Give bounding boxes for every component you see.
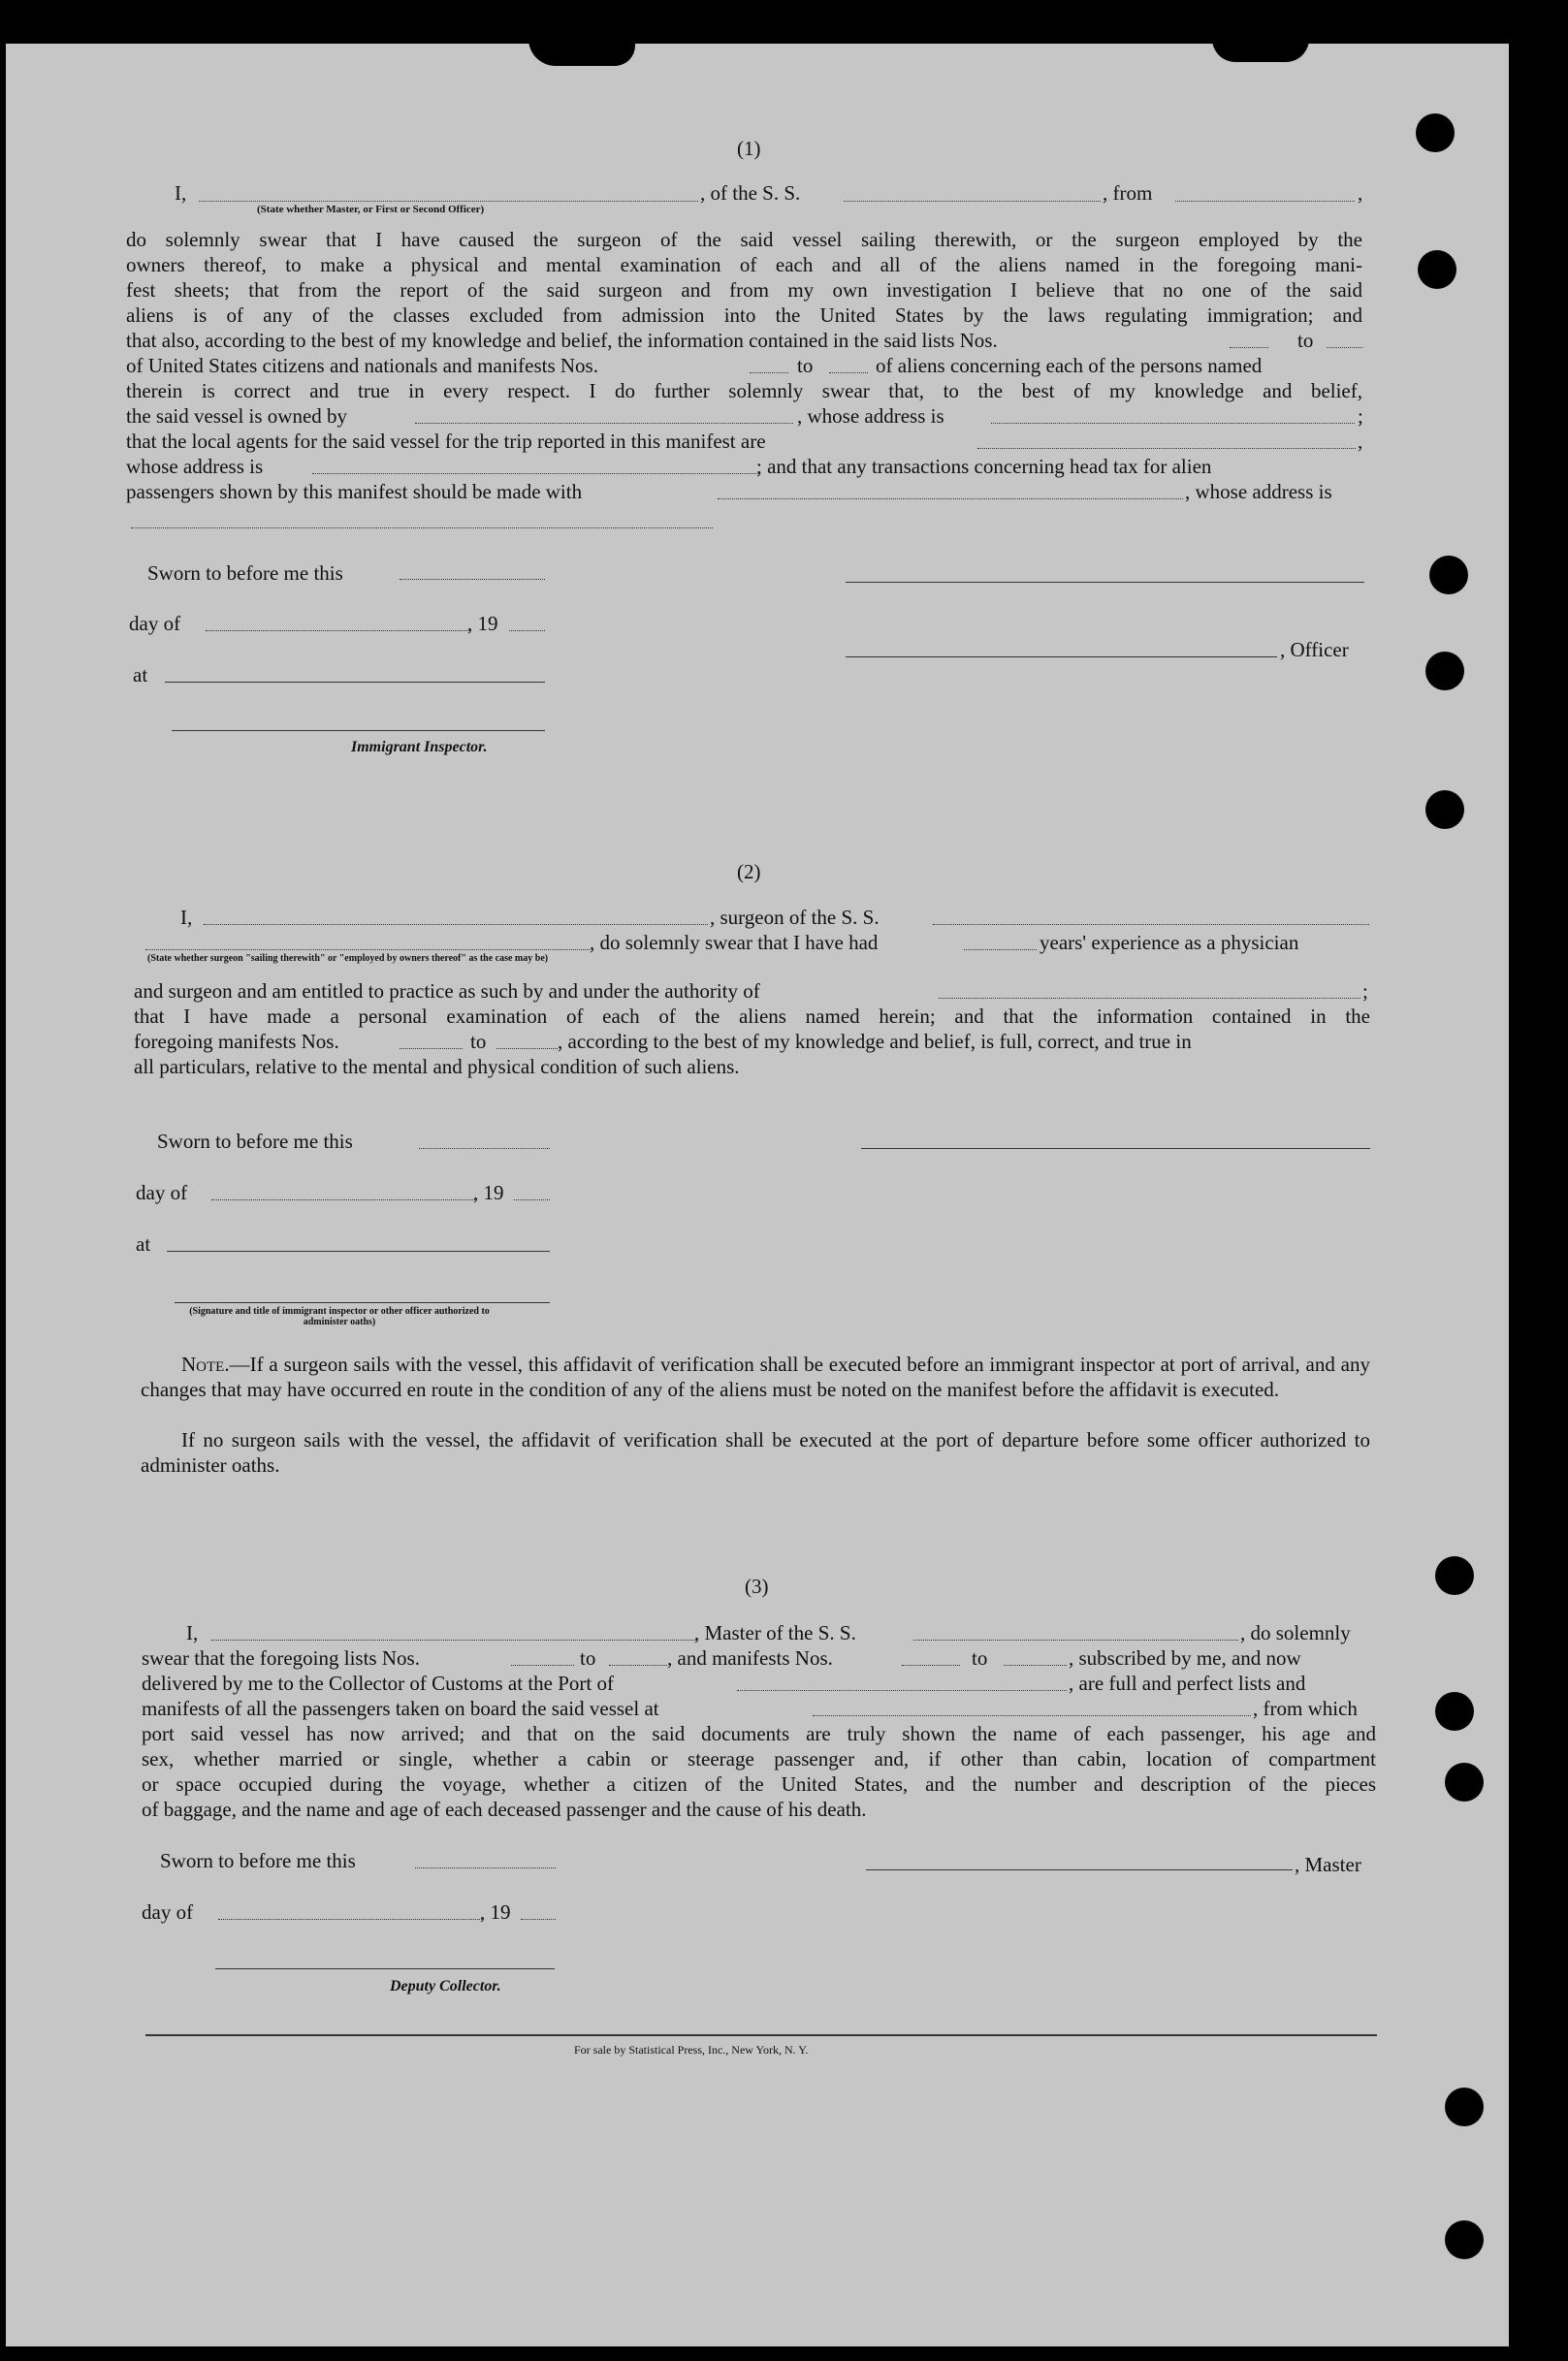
s3-deputy-collector-label: Deputy Collector. [390, 1978, 501, 1994]
s3-master-signature-line[interactable] [866, 1869, 1293, 1870]
s3-line4a: manifests of all the passengers taken on board the said vessel at [142, 1697, 659, 1720]
s1-sworn-day-field[interactable] [400, 579, 545, 580]
punch-hole [1445, 2088, 1484, 2126]
s3-lists-to-field[interactable] [609, 1665, 667, 1666]
s2-inspector-signature-line[interactable] [175, 1302, 550, 1303]
s2-i-label: I, [180, 906, 193, 929]
punch-hole [1445, 2220, 1484, 2259]
s3-line2c: , and manifests Nos. [667, 1646, 833, 1670]
punch-hole [1416, 113, 1455, 152]
s1-immigrant-inspector-label: Immigrant Inspector. [351, 739, 488, 755]
s2-vessel-name-field[interactable] [933, 924, 1369, 925]
s3-lists-from-field[interactable] [511, 1665, 574, 1666]
s1-year-label: , 19 [467, 612, 498, 635]
punch-hole [1425, 652, 1464, 690]
s3-line3a: delivered by me to the Collector of Customs at the Port of [142, 1672, 614, 1695]
s2-to-label: to [470, 1030, 487, 1053]
s1-year-field[interactable] [509, 630, 545, 631]
s3-body-line: or space occupied during the voyage, whether a citizen of the United States, and the number and description of the pieces [142, 1772, 1376, 1796]
s1-body-line: whose address is [126, 455, 264, 478]
s1-body-line: that also, according to the best of my knowledge and belief, the information contained in the said lists Nos. [126, 329, 998, 352]
s1-day-month-field[interactable] [206, 630, 469, 631]
s1-body-line: fest sheets; that from the report of the said surgeon and from my own investigation I believe that no one of the said [126, 278, 1362, 302]
s2-manifests-to-field[interactable] [496, 1048, 558, 1049]
s3-body-last-line: of baggage, and the name and age of each deceased passenger and the cause of his death. [142, 1798, 867, 1821]
punch-hole [1435, 1692, 1474, 1731]
s2-surgeon-name-field[interactable] [204, 924, 708, 925]
s3-boarding-port-field[interactable] [813, 1715, 1251, 1716]
punch-hole [1425, 790, 1464, 829]
s1-owner-address-field[interactable] [991, 423, 1355, 424]
s2-day-of-label: day of [136, 1181, 188, 1204]
s1-officer-label: , Officer [1280, 638, 1349, 661]
s2-semicolon: ; [1362, 979, 1368, 1003]
s1-sworn-label: Sworn to before me this [147, 561, 343, 585]
s1-body-line: passengers shown by this manifest should be made with [126, 480, 583, 503]
s1-manifests-from-field[interactable] [750, 372, 788, 373]
section-2-number: (2) [737, 860, 761, 883]
s1-body-line: owners thereof, to make a physical and mental examination of each and all of the aliens named in the foregoing mani- [126, 253, 1362, 276]
s2-sworn-label: Sworn to before me this [157, 1130, 353, 1153]
s3-year-field[interactable] [521, 1919, 556, 1920]
s1-semicolon: ; [1358, 404, 1363, 428]
s2-day-month-field[interactable] [211, 1199, 475, 1200]
s2-at-label: at [136, 1232, 151, 1256]
s1-at-label: at [133, 663, 148, 686]
s3-body-line: sex, whether married or single, whether a cabin or steerage passenger and, if other than cabin, location of compartment [142, 1747, 1376, 1771]
s2-body-line: and surgeon and am entitled to practice as such by and under the authority of [134, 979, 760, 1003]
s3-manifests-from-field[interactable] [902, 1665, 960, 1666]
s1-body-line: aliens is of any of the classes excluded from admission into the United States by the laws regulating immigration; and [126, 303, 1362, 327]
s1-agents-field[interactable] [977, 448, 1356, 449]
s2-at-field[interactable] [167, 1251, 550, 1252]
s1-note-state-officer: (State whether Master, or First or Second Officer) [257, 204, 485, 215]
s1-of-aliens-label: of aliens concerning each of the persons named [876, 354, 1263, 377]
s1-head-tax-address-field[interactable] [131, 527, 713, 528]
s3-line3b: , are full and perfect lists and [1069, 1672, 1306, 1695]
s1-lists-to-field[interactable] [1327, 347, 1362, 348]
s1-body-line: that the local agents for the said vessel for the trip reported in this manifest are [126, 430, 766, 453]
s1-day-of-label: day of [129, 612, 181, 635]
s2-note-paragraph [141, 1352, 1370, 1402]
s1-comma: , [1358, 181, 1363, 205]
s2-surgeon-of-ss-label: , surgeon of the S. S. [710, 906, 880, 929]
s1-body-line: the said vessel is owned by [126, 404, 348, 428]
s3-line2e: , subscribed by me, and now [1069, 1646, 1301, 1670]
s2-year-label: , 19 [473, 1181, 504, 1204]
s3-sworn-day-field[interactable] [415, 1867, 556, 1868]
s3-to-label: to [972, 1646, 988, 1670]
s2-surgeon-status-field[interactable] [145, 949, 590, 950]
s3-vessel-name-field[interactable] [913, 1640, 1238, 1641]
s2-note-state-surgeon: (State whether surgeon "sailing therewith" or "employed by owners thereof" as the case may be) [147, 953, 549, 964]
s1-whose-address-label: , whose address is [797, 404, 944, 428]
s3-i-label: I, [186, 1621, 199, 1644]
punch-hole [1435, 1556, 1474, 1595]
s3-port-field[interactable] [737, 1690, 1067, 1691]
s3-master-of-ss-label: , Master of the S. S. [694, 1621, 856, 1644]
s1-body-line: therein is correct and true in every respect. I do further solemnly swear that, to the best of my knowledge and belief, [126, 379, 1362, 402]
s2-manifests-from-field[interactable] [400, 1048, 463, 1049]
s2-note-label: Note. [181, 1353, 230, 1376]
s1-body-line: of United States citizens and nationals and manifests Nos. [126, 354, 598, 377]
s1-vessel-name-field[interactable] [844, 201, 1101, 202]
punch-hole [1429, 556, 1468, 594]
s2-year-field[interactable] [514, 1199, 550, 1200]
section-1-number: (1) [737, 137, 761, 160]
s1-officer-line[interactable] [846, 656, 1277, 657]
s1-comma: , [1358, 430, 1363, 453]
s1-head-tax-label: ; and that any transactions concerning head tax for alien [756, 455, 1212, 478]
s1-at-field[interactable] [165, 682, 545, 683]
s2-body-line: , according to the best of my knowledge and belief, is full, correct, and true in [558, 1030, 1192, 1053]
s1-of-ss-label: , of the S. S. [700, 181, 801, 205]
s1-i-label: I, [175, 181, 187, 205]
s1-lists-from-field[interactable] [1230, 347, 1268, 348]
footer-printer: For sale by Statistical Press, Inc., New York, N. Y. [574, 2043, 809, 2057]
s1-whose-address-label: , whose address is [1185, 480, 1332, 503]
punch-hole [1445, 1763, 1484, 1802]
s1-head-tax-party-field[interactable] [718, 498, 1183, 499]
s2-note-text: —If a surgeon sails with the vessel, this affidavit of verification shall be executed before an immigrant inspector at port of arrival, and any changes that may have occurred en route in the condition of any of the aliens must be noted on the manifest before the affidavit is executed. [141, 1353, 1370, 1401]
s3-day-month-field[interactable] [218, 1919, 482, 1920]
section-3-number: (3) [745, 1575, 769, 1598]
s2-do-swear-label: , do solemnly swear that I have had [590, 931, 879, 954]
torn-edge-right [1212, 39, 1309, 62]
s2-body-line: foregoing manifests Nos. [134, 1030, 339, 1053]
s1-agents-address-field[interactable] [312, 473, 758, 474]
footer-rule [145, 2034, 1377, 2036]
s3-master-name-field[interactable] [211, 1640, 696, 1641]
s1-from-label: , from [1103, 181, 1153, 205]
s1-to-label: to [797, 354, 814, 377]
s2-years-field[interactable] [964, 949, 1037, 950]
s2-surgeon-signature-line[interactable] [861, 1148, 1370, 1149]
s3-line2a: swear that the foregoing lists Nos. [142, 1646, 420, 1670]
s3-sworn-label: Sworn to before me this [160, 1849, 356, 1872]
s2-years-exp-label: years' experience as a physician [1040, 931, 1299, 954]
s1-officer-name-field[interactable] [199, 201, 698, 202]
s3-do-solemnly-label: , do solemnly [1240, 1621, 1351, 1644]
s3-year-label: , 19 [480, 1900, 511, 1924]
torn-edge-left [528, 39, 635, 66]
s3-master-label: , Master [1295, 1853, 1361, 1876]
s1-manifests-to-field[interactable] [829, 372, 868, 373]
s1-owner-field[interactable] [415, 423, 793, 424]
s3-line4b: , from which [1253, 1697, 1358, 1720]
s2-body-line: that I have made a personal examination of each of the aliens named herein; and that the information contained in the [134, 1005, 1370, 1028]
s2-sworn-day-field[interactable] [419, 1148, 550, 1149]
s2-authority-field[interactable] [939, 998, 1360, 999]
s3-body-line: port said vessel has now arrived; and that on the said documents are truly shown the name of each passenger, his age and [142, 1722, 1376, 1745]
s1-inspector-signature-line[interactable] [172, 730, 545, 731]
s2-note-paragraph-2: If no surgeon sails with the vessel, the affidavit of verification shall be executed at the port of departure before some officer authorized to administer oaths. [141, 1428, 1370, 1477]
s2-body-line: all particulars, relative to the mental and physical condition of such aliens. [134, 1055, 740, 1078]
s1-officer-signature-line[interactable] [846, 582, 1364, 583]
punch-hole [1418, 250, 1456, 289]
s1-body-line: do solemnly swear that I have caused the surgeon of the said vessel sailing therewith, or the surgeon employed by the [126, 228, 1362, 251]
s3-collector-signature-line[interactable] [215, 1968, 555, 1969]
s1-to-label: to [1297, 329, 1314, 352]
s2-signature-note: (Signature and title of immigrant inspector or other officer authorized to administer oaths) [189, 1306, 490, 1327]
s3-day-of-label: day of [142, 1900, 194, 1924]
s1-from-field[interactable] [1175, 201, 1355, 202]
s3-manifests-to-field[interactable] [1004, 1665, 1067, 1666]
s3-to-label: to [580, 1646, 596, 1670]
